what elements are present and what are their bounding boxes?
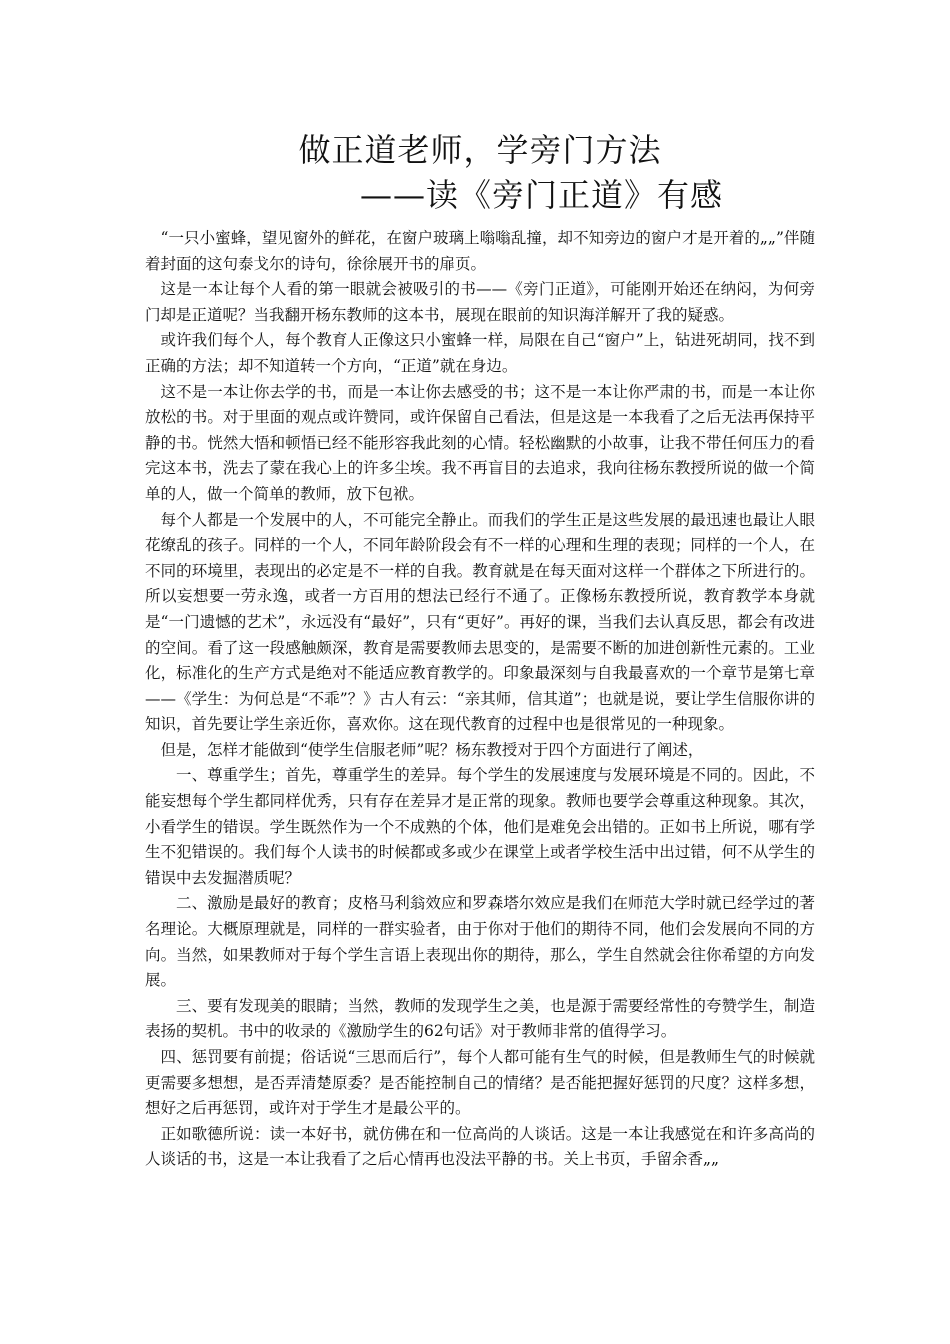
document-subtitle: ——读《旁门正道》有感 (360, 176, 724, 214)
document-page (145, 128, 815, 1173)
paragraph: 这是一本让每个人看的第一眼就会被吸引的书——《旁门正道》，可能刚开始还在纳闷，为何旁门却是正道呢？当我翻开杨东教师的这本书，展现在眼前的知识海洋解开了我的疑惑。 (145, 280, 815, 324)
paragraph: 但是，怎样才能做到“使学生信服老师”呢？杨东教授对于四个方面进行了阐述， (160, 740, 704, 759)
paragraph: 正如歌德所说：读一本好书，就仿佛在和一位高尚的人谈话。这是一本让我感觉在和许多高尚的人谈话的书，这是一本让我看了之后心情再也没法平静的书。关上书页，手留余香„„ (145, 1124, 815, 1169)
paragraph: 三、要有发现美的眼睛；当然，教师的发现学生之美，也是源于需要经常性的夸赞学生，制造表扬的契机。书中的收录的《激励学生的62句话》对于教师非常的值得学习。 (145, 996, 815, 1041)
document-title: 做正道老师，学旁门方法 (298, 131, 662, 169)
paragraph: 每个人都是一个发展中的人，不可能完全静止。而我们的学生正是这些发展的最迅速也最让人眼花缭乱的孩子。同样的一个人，不同年龄阶段会有不一样的心理和生理的表现；同样的一个人，在不同的环境里，表现出的必定是不一样的自我。教育就是在每天面对这样一个群体之下所进行的。所以妄想要一劳永逸，或者一方百用的想法已经行不通了。正像杨东教授所说，教育教学本身就是“一门遗憾的艺术”，永远没有“最好”，只有“更好”。再好的课，当我们去认真反思，都会有改进的空间。看了这一段感触颇深，教育是需要教师去思变的，是需要不断的加进创新性元素的。工业化，标准化的生产方式是绝对不能适应教育教学的。印象最深刻与自我最喜欢的一个章节是第七章——《学生：为何总是“不乖”？》古人有云：“亲其师，信其道”；也就是说，要让学生信服你讲的知识，首先要让学生亲近你，喜欢你。这在现代教育的过程中也是很常见的一种现象。 (145, 510, 815, 734)
paragraph: 四、惩罚要有前提；俗话说“三思而后行”，每个人都可能有生气的时候，但是教师生气的时候就更需要多想想，是否弄清楚原委？是否能控制自己的情绪？是否能把握好惩罚的尺度？这样多想，想好之后再惩罚，或许对于学生才是最公平的。 (145, 1048, 815, 1118)
paragraph: 这不是一本让你去学的书，而是一本让你去感受的书；这不是一本让你严肃的书，而是一本让你放松的书。对于里面的观点或许赞同，或许保留自己看法，但是这是一本我看了之后无法再保持平静的书。恍然大悟和顿悟已经不能形容我此刻的心情。轻松幽默的小故事，让我不带任何压力的看完这本书，洗去了蒙在我心上的许多尘埃。我不再盲目的去追求，我向往杨东教授所说的做一个简单的人，做一个简单的教师，放下包袱。 (145, 382, 815, 503)
paragraph: 或许我们每个人，每个教育人正像这只小蜜蜂一样，局限在自己“窗户”上，钻进死胡同，找不到正确的方法；却不知道转一个方向，“正道”就在身边。 (145, 331, 815, 375)
document-body (145, 226, 815, 1173)
paragraph: 二、激励是最好的教育；皮格马利翁效应和罗森塔尔效应是我们在师范大学时就已经学过的著名理论。大概原理就是，同样的一群实验者，由于你对于他们的期待不同，他们会发展向不同的方向。当然，如果教师对于每个学生言语上表现出你的期待，那么，学生自然就会往你希望的方向发展。 (145, 894, 815, 990)
paragraph: 一、尊重学生；首先，尊重学生的差异。每个学生的发展速度与发展环境是不同的。因此，不能妄想每个学生都同样优秀，只有存在差异才是正常的现象。教师也要学会尊重这种现象。其次，小看学生的错误。学生既然作为一个不成熟的个体，他们是难免会出错的。正如书上所说，哪有学生不犯错误的。我们每个人读书的时候都或多或少在课堂上或者学校生活中出过错，何不从学生的错误中去发掘潜质呢？ (145, 766, 815, 887)
paragraph: “一只小蜜蜂，望见窗外的鲜花，在窗户玻璃上嗡嗡乱撞，却不知旁边的窗户才是开着的„„”伴随着封面的这句泰戈尔的诗句，徐徐展开书的扉页。 (145, 229, 815, 273)
